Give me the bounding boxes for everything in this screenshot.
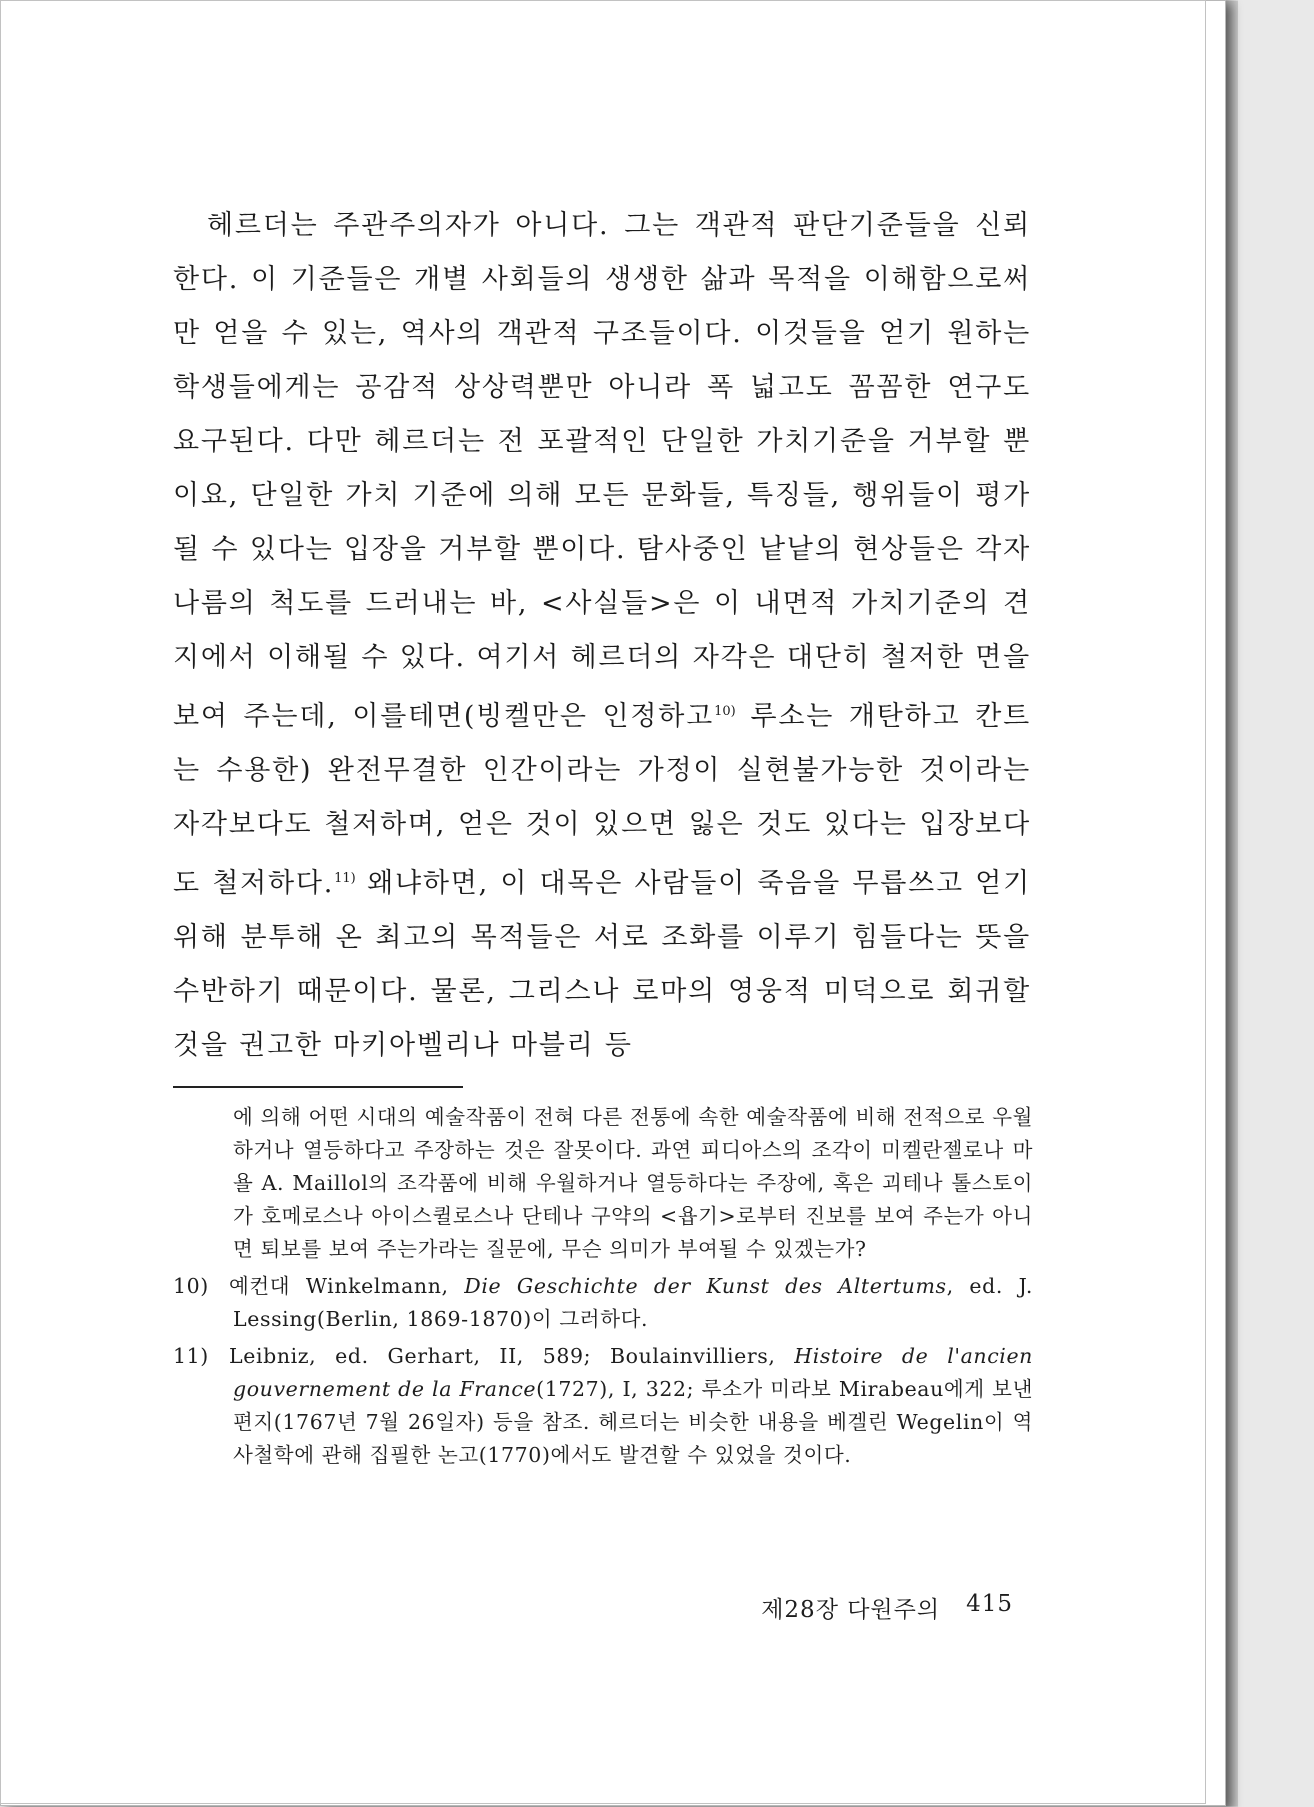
- footnotes: [173, 1101, 1033, 1476]
- footnote-continuation: 에 의해 어떤 시대의 예술작품이 전혀 다른 전통에 속한 예술작품에 비해 전적으로 우월하거나 열등하다고 주장하는 것은 잘못이다. 과연 피디아스의 조각이 미켈란젤로나 마욜 A. Maillol의 조각품에 비해 우월하거나 열등하다는 주장에, 혹은 괴테나 톨스토이가 호메로스나 아이스퀼로스나 단테나 구약의 <욥기>로부터 진보를 보여 주는가 아니면 퇴보를 보여 주는가라는 질문에, 무슨 의미가 부여될 수 있겠는가?: [233, 1105, 1033, 1261]
- page-number: 415: [966, 1591, 1013, 1617]
- footnote-text: Leibniz, ed. Gerhart, II, 589; Boulainvilliers,: [229, 1344, 795, 1368]
- footnote-ref-11: 11): [334, 871, 356, 886]
- footnote-number: 10): [173, 1274, 209, 1298]
- chapter-title: 제28장 다원주의: [761, 1597, 941, 1623]
- body-text: [173, 199, 1031, 1073]
- footnote-text: , ed. J. Lessing(Berlin, 1869-1870)이 그러하다.: [233, 1274, 1033, 1331]
- footnote-title: Die Geschichte der Kunst des Altertums: [464, 1274, 947, 1298]
- main-paragraph: [173, 199, 1031, 1073]
- footnote-10: [173, 1270, 1033, 1336]
- footnote-text: (1727), I, 322; 루소가 미라보 Mirabeau에게 보낸 편지(1767년 7월 26일자) 등을 참조. 헤르더는 비슷한 내용을 베겔린 Wegelin이 역사철학에 관해 집필한 논고(1770)에서도 발견할 수 있었을 것이다.: [233, 1377, 1033, 1467]
- footnote-11: [173, 1340, 1033, 1472]
- running-footer: [761, 1591, 1013, 1624]
- paragraph-end: 왜냐하면, 이 대목은 사람들이 죽음을 무릅쓰고 얻기 위해 분투해 온 최고의 목적들은 서로 조화를 이루기 힘들다는 뜻을 수반하기 때문이다. 물론, 그리스나 로마의 영웅적 미덕으로 회귀할 것을 권고한 마키아벨리나 마블리 등: [173, 868, 1031, 1061]
- footnote-number: 11): [173, 1344, 209, 1368]
- footnote-separator: [173, 1086, 463, 1088]
- footnote-title: Histoire de l'ancien gouvernement de la France: [233, 1344, 1033, 1401]
- footnote-text: 예컨대 Winkelmann,: [229, 1274, 465, 1298]
- paragraph-start: 헤르더는 주관주의자가 아니다. 그는 객관적 판단기준들을 신뢰한다. 이 기준들은 개별 사회들의 생생한 삶과 목적을 이해함으로써만 얻을 수 있는, 역사의 객관적 구조들이다. 이것들을 얻기 원하는 학생들에게는 공감적 상상력뿐만 아니라 폭 넓고도 꼼꼼한 연구도 요구된다. 다만 헤르더는 전 포괄적인 단일한 가치기준을 거부할 뿐이요, 단일한 가치 기준에 의해 모든 문화들, 특징들, 행위들이 평가될 수 있다는 입장을 거부할 뿐이다. 탐사중인 낱낱의 현상들은 각자 나름의 척도를 드러내는 바, <사실들>은 이 내면적 가치기준의 견지에서 이해될 수 있다. 여기서 헤르더의 자각은 대단히 철저한 면을 보여 주는데, 이를테면(빙켈만은 인정하고: [173, 210, 1031, 732]
- footnote-ref-10: 10): [714, 704, 736, 719]
- paragraph-middle: 루소는 개탄하고 칸트는 수용한) 완전무결한 인간이라는 가정이 실현불가능한 것이라는 자각보다도 철저하며, 얻은 것이 있으면 잃은 것도 있다는 입장보다도 철저하다.: [173, 701, 1031, 899]
